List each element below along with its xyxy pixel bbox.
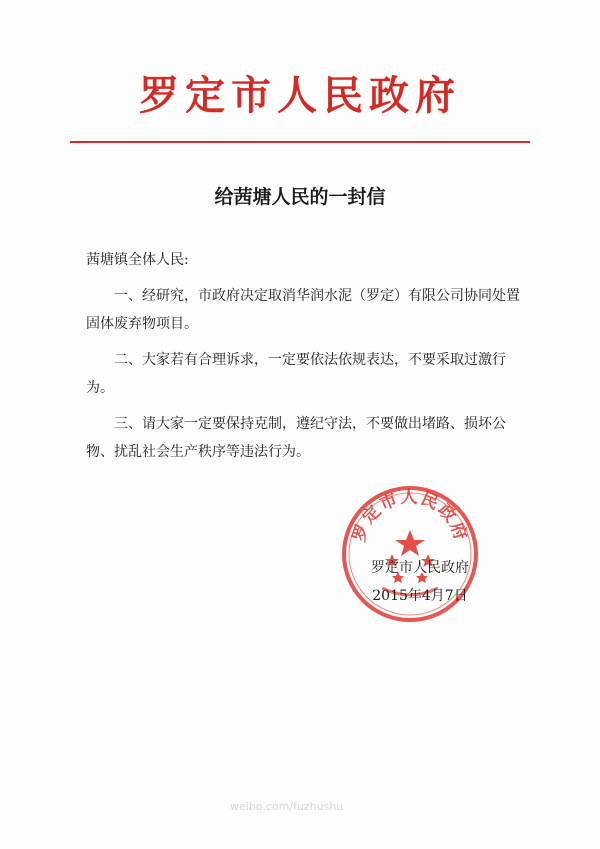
paragraph-2: 二、大家若有合理诉求，一定要依法依规表达，不要采取过激行为。 bbox=[86, 352, 506, 396]
weibo-watermark: weibo.com/fuzhushu bbox=[230, 800, 344, 813]
red-divider-line bbox=[70, 141, 530, 143]
paragraph-3: 三、请大家一定要保持克制，遵纪守法，不要做出堵路、损坏公物、扰乱社会生产秩序等违法行为。 bbox=[86, 416, 506, 460]
seal-arc-text: 罗定市人民政府 bbox=[349, 487, 471, 545]
signature-date: 2015年4月7日 bbox=[372, 588, 468, 604]
paragraph-1: 一、经研究，市政府决定取消华润水泥（罗定）有限公司协同处置固体废弃物项目。 bbox=[86, 288, 520, 332]
signatory: 罗定市人民政府 bbox=[371, 560, 469, 576]
issuer-title: 罗定市人民政府 bbox=[139, 72, 461, 119]
letter-title: 给茜塘人民的一封信 bbox=[214, 186, 386, 208]
salutation: 茜塘镇全体人民: bbox=[86, 252, 189, 268]
